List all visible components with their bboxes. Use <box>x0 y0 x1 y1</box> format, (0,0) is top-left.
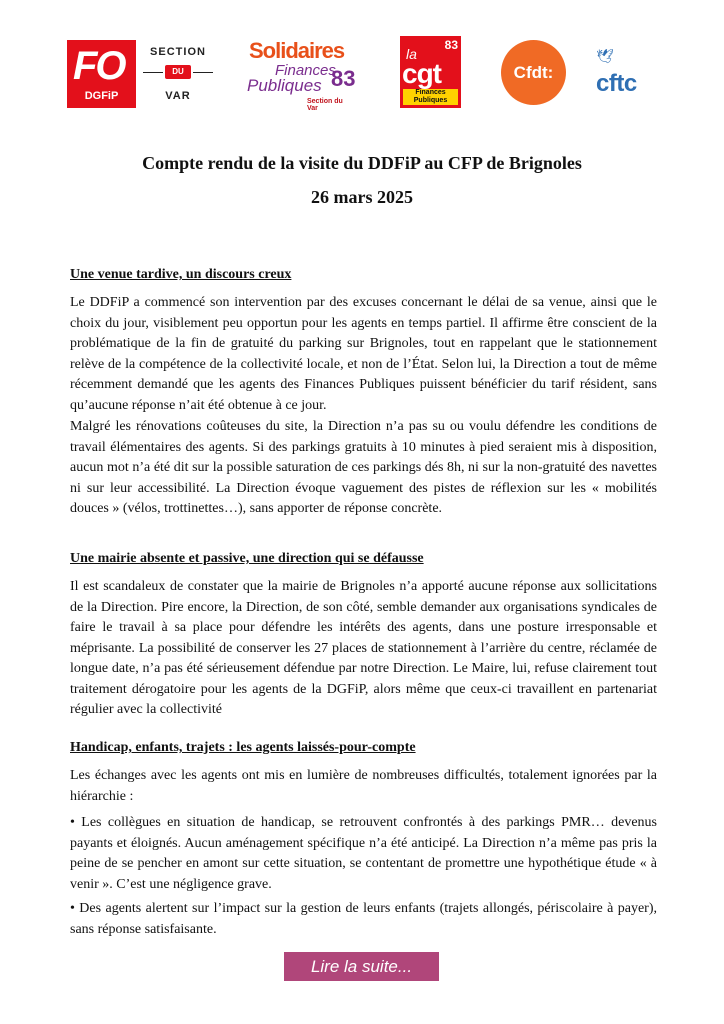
fo-dgfip-logo <box>67 40 136 108</box>
paragraph: Il est scandaleux de constater que la mairie de Brignoles n’a apporté aucune réponse aux sollicitations de la Direction. Pire encore, la Direction, de son côté, semble demander aux organisations syndicales de faire le travail à sa place pour défendre les intérêts des agents, dans une posture irresponsable et méprisante. La possibilité de conserver les 27 places de stationnement à l’arrière du centre, réclamée de longue date, n’a pas été sérieusement défendue par notre Direction. Le Maire, lui, refuse clairement tout traitement dérogatoire pour les agents de la DGFiP, alors même que ceux-ci travaillent en partenariat régulier avec la collectivité <box>70 579 657 717</box>
cgt-text: cgt <box>402 58 441 89</box>
fo-logo-text: FO <box>73 44 125 88</box>
cgt-finances-publiques-logo <box>400 36 461 108</box>
cgt-la-text: la <box>406 46 417 62</box>
finances-text: Finances <box>275 62 336 79</box>
solidaires-section-text: Section du Var <box>307 98 343 112</box>
bullet-item: • Les collègues en situation de handicap, se retrouvent confrontés à des parkings PMR… devenus payants et éloignés. Aucun aménagement spécifique n’a été anticipé. La Direction n’a même pas pris la peine de se pencher en amont sur cette situation, se contentant de promettre une hypothétique étude « à venir ». C’est une négligence grave. <box>70 815 657 892</box>
cftc-text: cftc <box>596 70 637 97</box>
publiques-text: Publiques <box>247 76 322 95</box>
section-heading: Une mairie absente et passive, une direction qui se défausse <box>70 551 424 566</box>
section-divider-left <box>143 72 163 73</box>
fo-logo-subtext: DGFiP <box>84 90 119 102</box>
solidaires-finances-publiques-logo <box>247 38 355 110</box>
bullet-item: • Des agents alertent sur l’impact sur la gestion de leurs enfants (trajets allongés, périscolaire à payer), sans réponse satisfaisante. <box>70 901 657 937</box>
section-heading: Une venue tardive, un discours creux <box>70 267 292 282</box>
read-more-button[interactable]: Lire la suite... <box>284 952 439 981</box>
paragraph: Le DDFiP a commencé son intervention par des excuses concernant le délai de sa venue, ainsi que le choix du jour, visiblement peu opportun pour les agents en temps partiel. Il affirme être conscient de la problématique de la fin de gratuité du parking sur Brignoles, tout en rappelant que le stationnement relève de la compétence de la collectivité locale, et non de l’État. Selon lui, la Direction a tout de même récemment demandé que les agents des Finances Publiques puissent bénéficier du tarif résident, sans qu’aucune réponse n’ait été obtenue à ce jour. <box>70 295 657 413</box>
section-text: SECTION <box>150 46 206 58</box>
solidaires-83-text: 83 <box>331 66 356 91</box>
document-title: Compte rendu de la visite du DDFiP au CFP de Brignoles <box>142 153 582 173</box>
section-divider-right <box>193 72 213 73</box>
section-du-var-logo <box>141 40 215 108</box>
dove-icon: 🕊 <box>596 48 614 64</box>
cgt-83-text: 83 <box>444 38 458 52</box>
cfdt-logo: Cfdt: <box>501 40 566 105</box>
solidaires-text: Solidaires <box>249 38 345 63</box>
document-date: 26 mars 2025 <box>311 187 413 207</box>
section-du-badge: DU <box>165 65 191 79</box>
paragraph: Malgré les rénovations coûteuses du site, la Direction n’a pas su ou voulu défendre les conditions de travail élémentaires des agents. Si des parkings gratuits à 10 minutes à pied seraient mis à disposition, aucun mot n’a été dit sur la possible saturation de ces parkings dés 8h, ni sur la non-gratuité des navettes ni sur leur accessibilité. La Direction évoque vaguement des pistes de réflexion sur les « mobilités douces » (vélos, trottinettes…), sans apporter de réponse concrète. <box>70 419 657 516</box>
paragraph: Les échanges avec les agents ont mis en lumière de nombreuses difficultés, totalement ignorées par la hiérarchie : <box>70 768 657 804</box>
logo-banner <box>0 34 724 114</box>
var-text: VAR <box>165 90 191 102</box>
cftc-logo <box>594 48 658 98</box>
cgt-finances-publiques-text: Finances Publiques <box>403 89 458 105</box>
section-heading: Handicap, enfants, trajets : les agents laissés-pour-compte <box>70 740 416 755</box>
